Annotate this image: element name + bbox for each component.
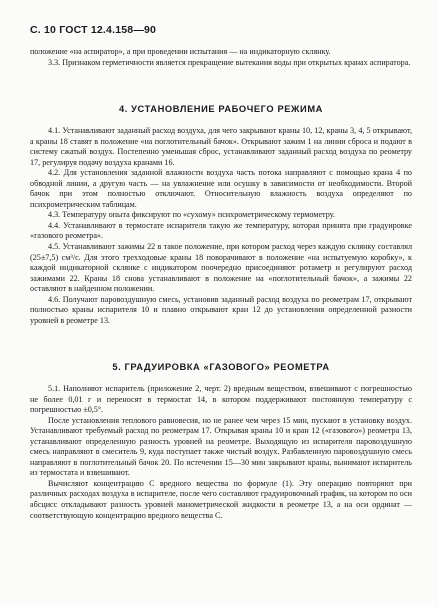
paragraph-4-4: 4.4. Устанавливают в термостате испарителя такую же температуру, которая принята при градуировке «газового реометра». xyxy=(30,220,412,241)
paragraph-4-3: 4.3. Температуру опыта фиксируют по «сухому» психрометрическому термометру. xyxy=(48,210,335,220)
page-header: С. 10 ГОСТ 12.4.158—90 xyxy=(30,24,157,36)
paragraph-4-5: 4.5. Устанавливают зажимы 22 в такое положение, при котором расход через каждую склянку составлял (25±7,5) см³/с. Для этого трехходовые краны 18 поворачивают в положение «на испытуемую коробку», к каждой индикаторной склянке с индикатором поочередно присоединяют ротаметр и регулируют расход зажимами 22. Краны 18 снова устанавливают в положение на «поглотительный бачок», а зажимы 22 оставляют в найденном положении. xyxy=(30,242,412,294)
intro-block xyxy=(30,47,412,68)
section-4-title: 4. УСТАНОВЛЕНИЕ РАБОЧЕГО РЕЖИМА xyxy=(119,104,323,114)
section-5-title: 5. ГРАДУИРОВКА «ГАЗОВОГО» РЕОМЕТРА xyxy=(112,362,330,372)
section-5-body xyxy=(30,384,412,521)
intro-paragraph-1: положение «на аспиратор», а при проведении испытания — на индикаторную склянку. xyxy=(30,47,331,56)
paragraph-5-1: 5.1. Наполняют испаритель (приложение 2, черт. 2) вредным веществом, взвешивают с погрешностью не более 0,01 г и переносят в термостат 14, в котором поддерживают постоянную температуру с погрешностью ±0,5°. xyxy=(30,384,412,415)
paragraph-5-3: Вычисляют концентрацию С вредного вещества по формуле (1). Эту операцию повторяют при различных расходах воздуха в испарителе, после чего составляют градуировочный график, на котором по оси абсцисс откладывают разность уровней манометрической жидкости в реометре 13, а на оси ординат — соответствующую концентрацию вредного вещества С. xyxy=(30,478,412,520)
section-4-body xyxy=(30,126,412,326)
intro-paragraph-2: 3.3. Признаком герметичности является прекращение вытекания воды при открытых кранах аспиратора. xyxy=(48,57,411,67)
paragraph-5-2: После установления теплового равновесия, но не ранее чем через 15 мин, пускают в установку воздух. Устанавливают требуемый расход по реометрам 17. Открывая краны 10 и кран 12 («газового») реометра 13, устанавливают определенную разность уровней на реометре. Выходящую из испарителя паровоздушную смесь направляют в смеситель 9, куда поступает также чистый воздух. Разбавленную паровоздушную смесь направляют в поглотительный бачок 20. По истечении 15—30 мин закрывают краны, вынимают испаритель из термостата и взвешивают. xyxy=(30,415,412,478)
paragraph-4-1: 4.1. Устанавливают заданный расход воздуха, для чего закрывают краны 10, 12, краны 3, 4, 5 открывают, а краны 18 ставят в положение «на поглотительный бачок». Открывают зажим 1 на линии сброса и подают в систему сжатый воздух. Постепенно уменьшая сброс, устанавливают заданный расход воздуха по реометру 17, регулируя подачу воздуха кранами 16. xyxy=(30,126,412,167)
paragraph-4-2: 4.2. Для установления заданной влажности воздуха часть потока направляют с помощью крана 4 по обводной линии, а другую часть — на увлажнение или осушку в зависимости от необходимости. Второй бачок при этом полностью отключают. Относительную влажность воздуха определяют по психрометрическим таблицам. xyxy=(30,168,412,209)
paragraph-4-6: 4.6. Получают паровоздушную смесь, установив заданный расход воздуха по реометрам 17, открывают полностью краны испарителя 10 и плавно открывают кран 12 до установления определенной разности уровней в реометре 13. xyxy=(30,294,412,325)
